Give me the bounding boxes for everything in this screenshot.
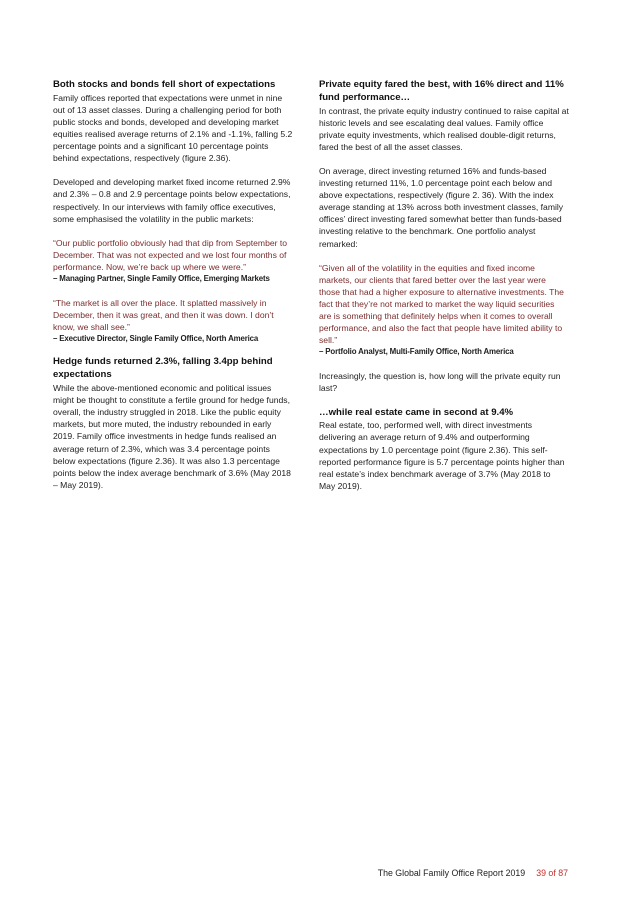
pull-quote: “Our public portfolio obviously had that dip from September to December. That was not expected and we lost four months of performance. Now, we’re back up where we were.” [53,237,288,272]
report-title: The Global Family Office Report 2019 [377,868,526,878]
body-paragraph: Family offices reported that expectations were unmet in nine out of 13 asset classes. During a challenging period for both public stocks and bonds, developed and developing market equities realised average returns of 2.1% and -1.1%, falling 5.2 percentage points and a significant 10 percentage points behind expectations, respectively (figure 2.36). [53,92,293,164]
body-paragraph: On average, direct investing returned 16% and funds-based investing returned 11%, 1.0 percentage point each below and above expectations, respectively (figure 2. 36). With the index average standing at 13% across both investment classes, family offices’ direct investing fared somewhat better than funds-based investing relative to the benchmark. One portfolio analyst remarked: [319,165,564,249]
page-number: 39 of 87 [536,868,568,878]
quote-attribution: – Managing Partner, Single Family Office, Emerging Markets [53,274,270,284]
quote-attribution: – Portfolio Analyst, Multi-Family Office, North America [319,347,514,357]
body-paragraph: In contrast, the private equity industry continued to raise capital at historic levels and see escalating deal values. Family office private equity investments, which realised double-digit returns, fared the best of all the asset classes. [319,105,569,152]
right-column [319,79,569,492]
section-heading-stocks-bonds: Both stocks and bonds fell short of expectations [53,79,276,90]
page-footer [378,867,568,879]
quote-attribution: – Executive Director, Single Family Office, North America [53,334,259,344]
body-paragraph: Developed and developing market fixed income returned 2.9% and 2.3% – 0.8 and 2.9 percentage points below expectations, respectively. In our interviews with family office executives, some emphasised the volatility in the public markets: [53,177,291,224]
pull-quote: “Given all of the volatility in the equities and fixed income markets, our clients that fared better over the last year were those that had a higher exposure to alternative investments. The fact that they’re not marked to market the way liquid securities are is something that definitely helps when it comes to overall performance, and also the fact that people have limited ability to sell.” [319,262,564,346]
section-heading-real-estate: …while real estate came in second at 9.4% [319,406,514,418]
section-heading-hedge-funds: Hedge funds returned 2.3%, falling 3.4pp behind expectations [53,356,273,381]
body-paragraph: Increasingly, the question is, how long will the private equity run last? [319,371,561,394]
body-paragraph: Real estate, too, performed well, with direct investments delivering an average return of 9.4% and outperforming expectations by 1.0 percentage point (figure 2.36). This self-reported performance figure is 5.7 percentage points higher than real estate’s index benchmark average of 3.7% (May 2018 to May 2019). [319,420,565,491]
pull-quote: “The market is all over the place. It splatted massively in December, then it was great, and then it was down. I don’t know, we shall see.” [53,298,274,333]
body-paragraph: While the above-mentioned economic and political issues might be thought to constitute a fertile ground for hedge funds, overall, the industry struggled in 2018. Like the public equity markets, but more muted, the industry rebounded in early 2019. Family office investments in hedge funds realised an average return of 2.3%, which was 3.4 percentage points below expectations (figure 2.36). It was also 1.3 percentage points below the index average benchmark of 3.6% (May 2018 – May 2019). [53,383,291,490]
section-heading-private-equity: Private equity fared the best, with 16% direct and 11% fund performance… [319,79,564,103]
left-column [53,79,294,491]
